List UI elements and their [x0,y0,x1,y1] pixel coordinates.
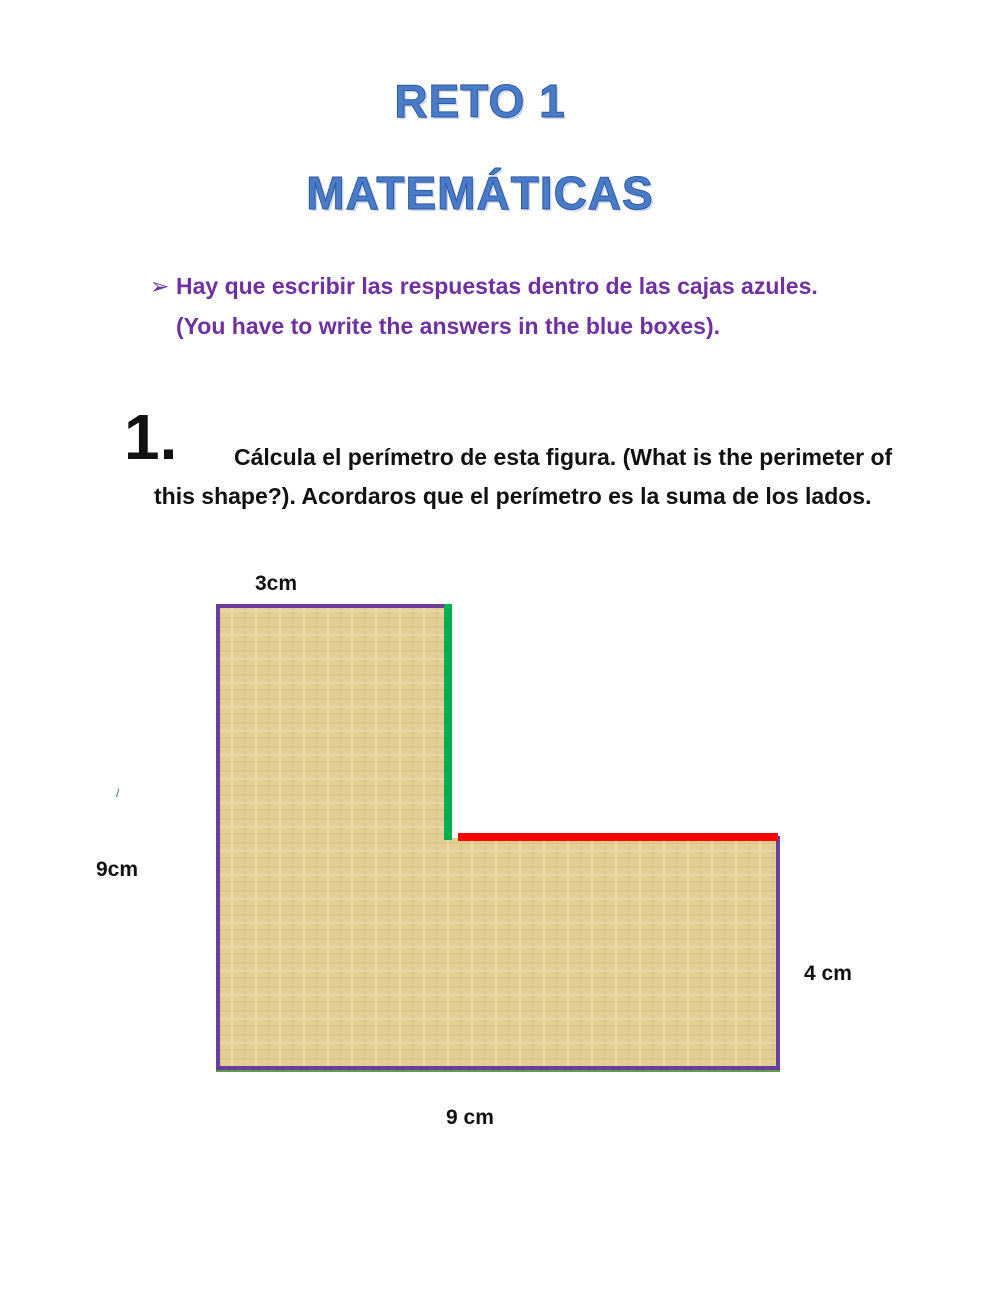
question-text-rest: perimeter of this shape?). Acordaros que el perímetro es la suma de los lados. [154,444,893,509]
label-bottom-side: 9 cm [446,1106,494,1129]
arrow-bullet-icon: ➢ [150,273,170,299]
label-right-side: 4 cm [804,962,852,985]
question-text-first: Cálcula el perímetro de esta figura. (What is the [234,444,753,470]
page-subtitle: MATEMÁTICAS [306,167,654,219]
label-left-side: 9cm [96,858,139,881]
label-top-side: 3cm [255,572,298,595]
instruction-line-spanish: Hay que escribir las respuestas dentro de las cajas azules. [176,273,818,299]
stray-mark: / [116,786,120,800]
question-number: 1. [124,401,178,473]
page-title: RETO 1 [394,75,566,127]
instruction-line-english: (You have to write the answers in the blue boxes). [176,313,721,339]
